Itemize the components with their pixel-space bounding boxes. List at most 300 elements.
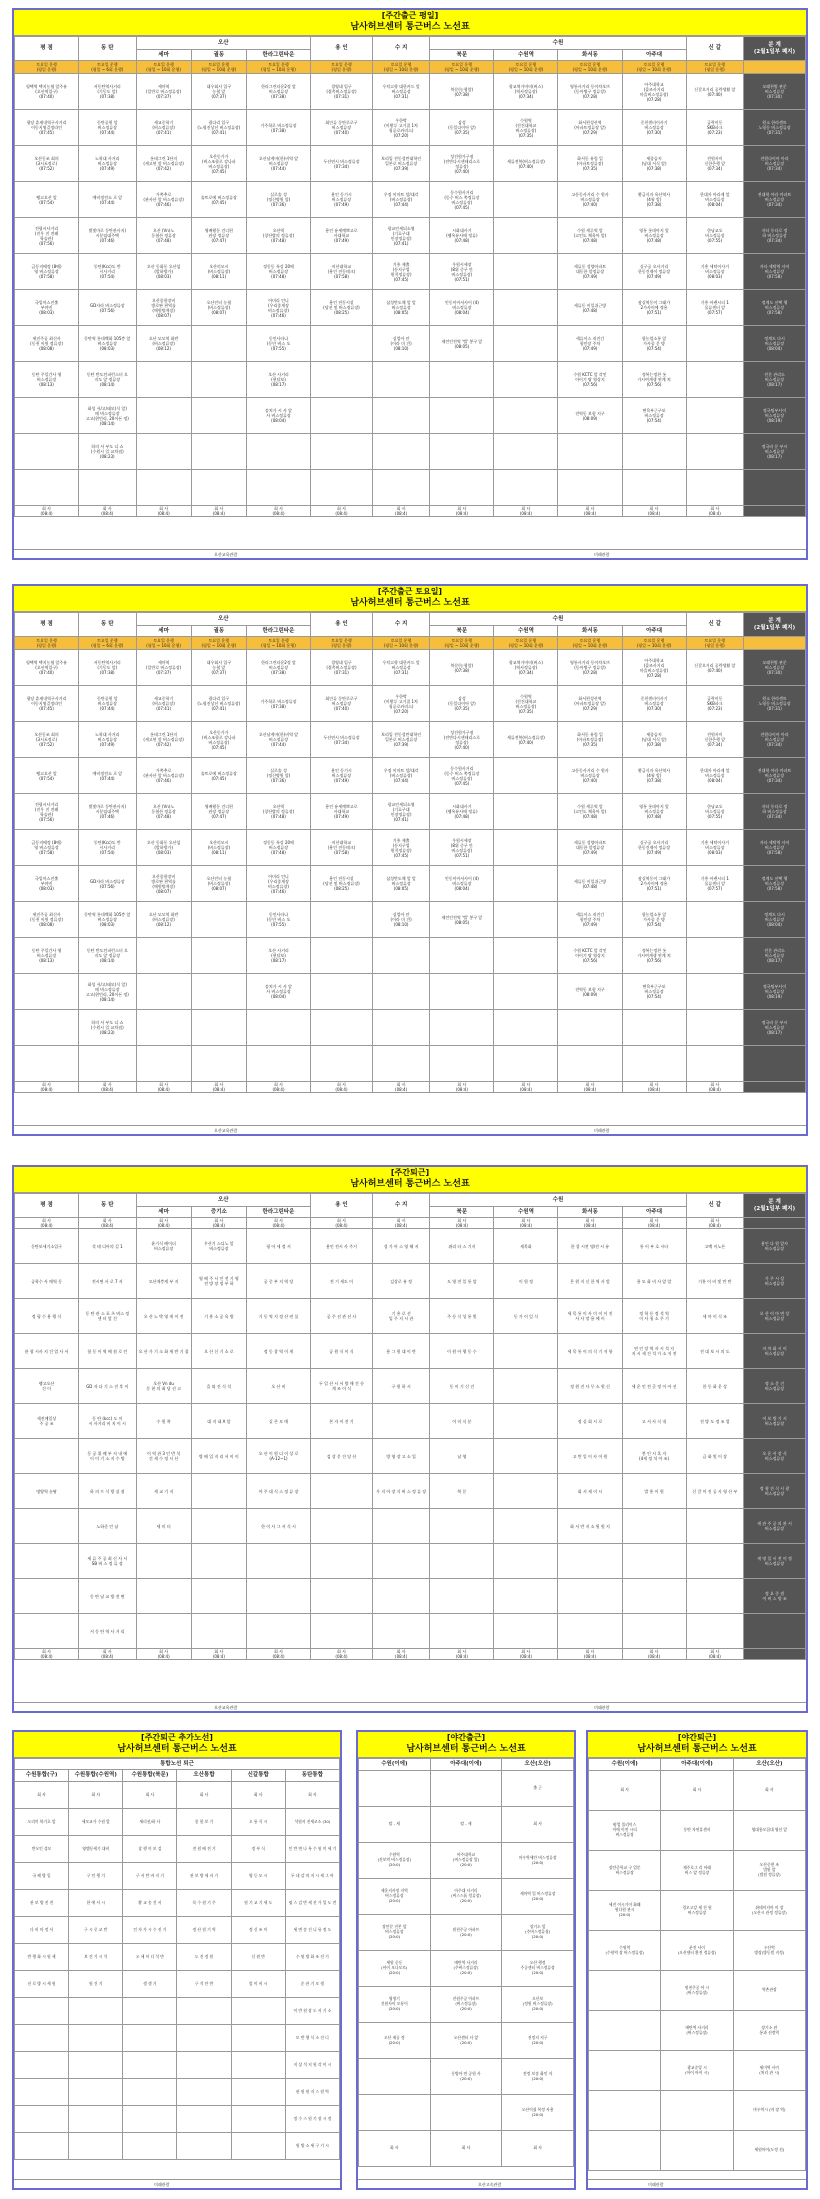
stop-cell: [430, 398, 494, 434]
col-group-suwon: 수원: [430, 37, 686, 50]
stop-cell: 마우역시 (마 장 역): [733, 2091, 805, 2131]
end-empty: [744, 506, 806, 517]
stop-cell: 다 비 마 정 서: [15, 1917, 69, 1944]
stop-cell: 정 요 중 점 이 버 스 방 조: [744, 1579, 806, 1614]
stop-cell: 우치고향 대한카드 앞 버스정류장 (07:31): [372, 74, 429, 110]
stop-cell: 솔트로에 버스정류장 (07:45): [191, 182, 246, 218]
stop-cell: [15, 1010, 79, 1046]
stop-cell: [311, 974, 373, 1010]
stop-cell: [430, 1046, 494, 1082]
stop-cell: 한남교오 버스정류장 (07:55): [686, 794, 743, 830]
stop-cell: 세 류 주 공 최 신 사 시 SB 버 스 정 류 장: [79, 1544, 136, 1579]
stop-cell: [430, 1509, 494, 1544]
end-company: 회 사 (08:4): [494, 1649, 558, 1660]
stop-cell: 하의 서 부도 디 쇼 (수원시 일 교차점) (08:23): [79, 1010, 136, 1046]
footer-left: 오산교육관람: [214, 1705, 238, 1710]
stop-cell: [177, 1998, 231, 2025]
stop-cell: 세류전북(버스정류장) (07:40): [494, 146, 558, 182]
stop-cell: 가 주 시 상 버스정류장: [744, 1264, 806, 1299]
stop-cell: [231, 2079, 285, 2106]
schedule-note: 토요일 운행 (평일 ~ 10회 운행): [494, 61, 558, 74]
end-company: 회 사 (08:4): [15, 1649, 79, 1660]
stop-cell: 오 산 가 기 소 화 세 반 기 잡: [136, 1334, 191, 1369]
stop-cell: 황금식자 육산역사 (4월 앞) (07:38): [622, 758, 686, 794]
col-header: 동 탄: [79, 1194, 136, 1218]
stop-cell: [372, 398, 429, 434]
stop-cell: 북 문: [430, 1474, 494, 1509]
stop-cell: [311, 398, 373, 434]
start-company: 회 사 (08:4): [191, 1218, 246, 1229]
start-company: 회 사 (08:4): [15, 1218, 79, 1229]
stop-cell: 세마역 (일반로 버스정류장) (07:37): [136, 74, 191, 110]
stop-cell: [191, 1544, 246, 1579]
stop-cell: 노하준 인 남: [79, 1509, 136, 1544]
stop-cell: [246, 470, 310, 506]
stop-cell: [15, 1579, 79, 1614]
night-out-title-line1: [야간퇴근]: [677, 1733, 717, 1742]
stop-cell: 회안류 동탄로로구 버스정류장 (07:40): [311, 686, 373, 722]
stop-cell: 화성 서/고/태모(식 앞) 매 버스정류장 고고(현민리, 20이든 정) (08:14): [79, 974, 136, 1010]
stop-cell: 화서동 유림 일 (아파트정류장) (07:35): [558, 722, 622, 758]
stop-cell: 이 역 관 3 인 반 석 건 세 수 정 시 산: [136, 1439, 191, 1474]
stop-cell: 오산 (Vn)노 동협산 정류장 (07:48): [136, 218, 191, 254]
stop-cell: 세종습지 (남대 서식 앞) (07:38): [622, 146, 686, 182]
schedule-note: 토요일 운행 (평일 ~ 10회 운행): [622, 61, 686, 74]
stop-cell: 오 산 이 원 디 이 상 로 (A-12~1): [246, 1439, 310, 1474]
schedule-note: 토요일 운행 (평일 ~ 10회 운행): [558, 61, 622, 74]
end-company: 회 사 (08:4): [246, 506, 310, 517]
stop-cell: [622, 470, 686, 506]
end-company: 회 사 (08:4): [246, 1649, 310, 1660]
stop-cell: 원 기 교 기 세 도: [231, 1890, 285, 1917]
stop-cell: 화성 서/고/태모(식 앞) 매 버스정류장 고고(현민리, 20이든 정) (08:14): [79, 398, 136, 434]
stop-cell: 국입마스진출 부야진 (08:03): [15, 866, 79, 902]
stop-cell: 용인 전동시설 (당선 및 버스정류장) (08:25): [311, 866, 373, 902]
stop-cell: 보리입 전동성반대학인 일본로 버스정류장 (07:39): [372, 722, 429, 758]
stop-cell: 수 원 방 화 조 진 기: [285, 1944, 339, 1971]
stop-cell: 보 건 기 시 석: [69, 1944, 123, 1971]
stop-cell: 세류동 이일쉬근방 (07:48): [558, 290, 622, 326]
stop-cell: 구 석 안 반: [177, 1971, 231, 1998]
stop-cell: 수원역 (진보역 버스정류장) (20:0): [359, 1843, 431, 1879]
stop-cell: [177, 2133, 231, 2160]
stop-cell: 동수원사거리 (동수 버스 쪽정류장 버스정류장) (07:45): [430, 758, 494, 794]
stop-cell: 오산 (Vn)노 동협산 정류장 (07:48): [136, 794, 191, 830]
stop-cell: 전대학 아라 아파트 버스정류장 (07:34): [744, 758, 806, 794]
stop-cell: [430, 1544, 494, 1579]
stop-cell: 세리선/하 사: [123, 1809, 177, 1836]
stop-cell: 장안문 진본 앞 버스정류장 (20:0): [359, 1915, 431, 1951]
stop-cell: [191, 326, 246, 362]
stop-cell: 우산기 스디노 앞 버스정류장: [191, 1229, 246, 1264]
stop-cell: 정계도 다시 버스정류장 (08:04): [744, 326, 806, 362]
stop-cell: [372, 1509, 429, 1544]
stop-cell: 우산역 방장(방동범 지정): [733, 1931, 805, 1971]
stop-cell: [177, 2106, 231, 2133]
end-company: 회 사 (08:4): [558, 1649, 622, 1660]
stop-cell: 세류동 성양아파트 대동한 앞정류장 (07:49): [558, 830, 622, 866]
stop-cell: [430, 974, 494, 1010]
stop-cell: 전문 관리도 버스정류장 (08:17): [744, 938, 806, 974]
stop-cell: 시화대사기 (팽옥유사매 정류) (07:48): [430, 794, 494, 830]
stop-cell: [123, 2025, 177, 2052]
footer-left: 오산교육관람: [214, 552, 238, 557]
stop-cell: 동 탄 남 교 방 전 면: [79, 1579, 136, 1614]
stop-cell: 세진주공 최신사 (동천 이원 정류장) (08:08): [15, 326, 79, 362]
stop-cell: 장기소 관 통과 선정역: [733, 2011, 805, 2051]
stop-cell: [372, 1010, 429, 1046]
schedule-note: 토요일 운행 (평일 ~ 10회 운행): [246, 61, 310, 74]
stop-cell: 오 세 이 디 석 반: [123, 1944, 177, 1971]
stop-cell: 평당 휴제내역구사거리 이동지영걸정라인 (07:45): [15, 686, 79, 722]
stop-cell: 한 동 화 운 상: [686, 1369, 743, 1404]
stop-cell: 잠실역동이 그래가 2가사이에 정용 (07:51): [622, 866, 686, 902]
schedule-note: 토요일 운행 (평일 ~ 10회 운행): [191, 637, 246, 650]
stop-cell: 성진원가구점 (전반다시센테리스로 정류장) (07:40): [430, 722, 494, 758]
stop-cell: [311, 938, 373, 974]
stop-cell: 세미역 사이 (처리 관 시): [733, 2051, 805, 2091]
stop-cell: 매탄역 사거리 (주버스정류장) (20:0): [430, 1951, 502, 1987]
stop-cell: [311, 1509, 373, 1544]
col-subheader: 북문: [430, 1207, 494, 1218]
stop-cell: 정복는정찬 롯 가시여계생 연계 처 (07:56): [622, 362, 686, 398]
stop-cell: 전대학 아라 아파트 버스정류장 (07:34): [744, 182, 806, 218]
stop-cell: [558, 1579, 622, 1614]
stop-cell: [191, 938, 246, 974]
stop-cell: [494, 1474, 558, 1509]
stop-cell: 수원역 (진건대학교 버스정류장) (07:35): [494, 686, 558, 722]
stop-cell: [136, 1544, 191, 1579]
start-company: 회 사 (08:4): [686, 1218, 743, 1229]
stop-cell: 오산 Vn du 동 현 의 최 당 선 고: [136, 1369, 191, 1404]
stop-cell: 영배왕동 건너편 관장 정류장 (07:47): [191, 218, 246, 254]
col-group-osan: 오산: [136, 37, 311, 50]
end-company: 회 사 (08:4): [686, 506, 743, 517]
stop-cell: 세교중학기 (버스정류장) (07:41): [136, 110, 191, 146]
stop-cell: [744, 470, 806, 506]
stop-cell: 자 차 화 시 이 버스정류장: [744, 1334, 806, 1369]
stop-cell: [589, 2131, 661, 2171]
stop-cell: 전원자이 신한은행 앞 (07:34): [686, 722, 743, 758]
stop-cell: 전원다이아 아라 버스정류장 (07:34): [744, 146, 806, 182]
stop-cell: 용인 다 원 앞사 버스정류장: [744, 1229, 806, 1264]
end-company: 회 사 (08:4): [311, 506, 373, 517]
start-company: 회 사 (08:4): [372, 1218, 429, 1229]
stop-cell: 고 반 일 이 사 이 원: [558, 1439, 622, 1474]
stop-cell: 금 화 빛 이 장: [686, 1439, 743, 1474]
stop-cell: 제인인전역 '밸' 봉구 앞 (08:05): [430, 326, 494, 362]
stop-cell: [622, 1010, 686, 1046]
stop-cell: 동 탄 관 스 포 츠 버스 정 센 터 앞 건: [79, 1299, 136, 1334]
stop-cell: 솔트로에 버스정류장 (07:45): [191, 758, 246, 794]
col-header: 동 탄: [79, 37, 136, 61]
schedule-note: 토요일 운행 (평일 ~ 6회 운행): [79, 637, 136, 650]
schedule-note: 토요일 운행 (평일 ~ 10회 운행): [430, 637, 494, 650]
stop-cell: 자타 동타로 정 하 버스정류장 (07:34): [744, 794, 806, 830]
stop-cell: [622, 434, 686, 470]
stop-cell: 오산 모모역 화반 (버스정류장) (08:12): [136, 902, 191, 938]
stop-cell: 정 형 진 식 시 광 버스정류장: [744, 1474, 806, 1509]
stop-cell: 관 보 방 세 자 기: [177, 1863, 231, 1890]
stop-cell: [191, 434, 246, 470]
stop-cell: [69, 2025, 123, 2052]
stop-cell: [311, 470, 373, 506]
leave-table: [14, 1193, 806, 1660]
stop-cell: 역촌관장: [733, 1971, 805, 2011]
stop-cell: [123, 2106, 177, 2133]
stop-cell: 오산이셨 복정 사용 (20:0): [502, 2095, 574, 2131]
stop-cell: GD자라 버스정류장 (07:56): [79, 866, 136, 902]
night-out-table: [588, 1758, 806, 2171]
stop-cell: 아미리 인니 (우리종게장 버스정류장) (07:46): [246, 290, 310, 326]
stop-cell: 영배왕동 건너편 관장 정류장 (07:47): [191, 794, 246, 830]
stop-cell: 광교역가마미(버스) (역사정류장) (07:34): [494, 74, 558, 110]
stop-cell: [558, 1614, 622, 1649]
stop-cell: [494, 1369, 558, 1404]
schedule-note: 토요일 운행 (평일 ~ 10회 운행): [136, 61, 191, 74]
stop-cell: 실업아 안 (이라 미 건) (08:10): [372, 326, 429, 362]
stop-cell: 시화대사기 (팽옥유사매 정류) (07:48): [430, 218, 494, 254]
stop-cell: 원천주공 아파트 (20:0): [430, 1915, 502, 1951]
col-subheader: 세마: [136, 1207, 191, 1218]
footer-right: 미래관람: [594, 1705, 610, 1710]
stop-cell: 수원역 (수원역 장 버스정류장): [589, 1931, 661, 1971]
stop-cell: 우치고향 대한카드 앞 버스정류장 (07:31): [372, 650, 429, 686]
stop-cell: 회 사: [231, 1782, 285, 1809]
stop-cell: 영생기 건원사이 모퉁이 (20:0): [359, 1987, 431, 2023]
stop-cell: [15, 2106, 69, 2133]
leave-title: [14, 1167, 806, 1193]
extra-block: [12, 1730, 342, 2190]
stop-cell: [231, 2025, 285, 2052]
stop-cell: 연 인 장 역 자 시 석 지 지 시 세 건 석 가 소 저 전: [622, 1334, 686, 1369]
stop-cell: 동탄(Kcc)도 반 시사거리 (07:54): [79, 254, 136, 290]
night-out-block: [586, 1730, 808, 2190]
stop-cell: 탈 - 새: [430, 1807, 502, 1843]
stop-cell: [430, 2095, 502, 2131]
col-subheader: 아주대: [622, 50, 686, 61]
stop-cell: 오산동가가 (버스조합로 강나파 버스정류장) (07:45): [191, 146, 246, 182]
stop-cell: [79, 470, 136, 506]
stop-cell: [311, 1579, 373, 1614]
col-header: 분 계 (2월1일부 폐지): [744, 1194, 806, 1218]
stop-cell: 구 서 반 바 지 기: [123, 1863, 177, 1890]
stop-cell: 가주학로 버스정류장 (07:38): [246, 110, 310, 146]
stop-cell: [191, 1046, 246, 1082]
stop-cell: 은 원 지 신 한 역 사 앞: [558, 1264, 622, 1299]
stop-cell: 실로솔 성 (정신병원 앞) (07:36): [246, 758, 310, 794]
stop-cell: 세목화: [494, 1229, 558, 1264]
stop-cell: 세류동 성양아파트 대동한 앞정류장 (07:49): [558, 254, 622, 290]
stop-cell: 전 원 배 전 기: [177, 1836, 231, 1863]
stop-cell: 세마역 (일반로 버스정류장) (07:37): [136, 650, 191, 686]
stop-cell: [494, 1046, 558, 1082]
stop-cell: 궐다리 입구 (노령진상선 버스정류장) (07:41): [191, 110, 246, 146]
stop-cell: [494, 1579, 558, 1614]
stop-cell: 회 사: [661, 1771, 733, 1811]
saturday-table: [14, 612, 806, 1093]
start-company: 회 사 (08:4): [311, 1218, 373, 1229]
stop-cell: 정계도 다시 버스정류장 (08:04): [744, 902, 806, 938]
stop-cell: [311, 1614, 373, 1649]
stop-cell: 경영대 입구 (접촉버스정류장) (07:31): [311, 74, 373, 110]
stop-cell: 매탄역 사거리 (버스정류장): [661, 2011, 733, 2051]
stop-cell: [744, 1046, 806, 1082]
stop-cell: 오산종합장비 방로판 편역를 (매원방게장) (08:07): [136, 866, 191, 902]
group-header: 통합노선 퇴근: [15, 1759, 340, 1770]
stop-cell: 오산 모모역 화반 (버스정류장) (08:12): [136, 326, 191, 362]
stop-cell: 동방아 연 공원 사 (20:0): [430, 2059, 502, 2095]
end-company: 회 사 (08:4): [622, 506, 686, 517]
stop-cell: [494, 326, 558, 362]
stop-cell: [246, 1544, 310, 1579]
stop-cell: 동 탄 (kcc) 도 이 시 사거리 비 지 이 시: [79, 1404, 136, 1439]
stop-cell: [558, 1010, 622, 1046]
extra-title-line1: [주간퇴근 추가노선]: [141, 1733, 213, 1742]
saturday-block: [12, 584, 808, 1136]
stop-cell: [123, 1998, 177, 2025]
stop-cell: 전정 보송 화인 자 (20:0): [502, 2059, 574, 2095]
col-subheader: 아주대: [622, 1207, 686, 1218]
schedule-note: 토요일 운행 (평일 운행): [15, 61, 79, 74]
stop-cell: 전평시사거리 (진우 진 전폐 학습관) (07:56): [15, 794, 79, 830]
stop-cell: 광교역가마미(버스) (역사정류장) (07:34): [494, 650, 558, 686]
col-subheader: 화서동: [558, 50, 622, 61]
stop-cell: [191, 1474, 246, 1509]
stop-cell: 회 사: [123, 1782, 177, 1809]
stop-cell: 오 산 이 마 면 상 버스정류장: [744, 1299, 806, 1334]
stop-cell: 영대통모집대 영선 앞: [733, 1811, 805, 1851]
stop-cell: [191, 1614, 246, 1649]
stop-cell: 영 배 주 시 인 전 기 영 전 방 장 정 부 하: [191, 1264, 246, 1299]
stop-cell: 오리미 북기호 앞: [15, 1809, 69, 1836]
schedule-note: 토요일 운행 (평일 운행): [686, 61, 743, 74]
stop-cell: 이산대학교 (용인 전동테크) (07:58): [311, 830, 373, 866]
stop-cell: [622, 1579, 686, 1614]
stop-cell: 대우회사 입구 농협 앞 (07:37): [191, 650, 246, 686]
stop-cell: 지 상 석 지 원 각 이 시: [285, 2052, 339, 2079]
end-company: 회 사 (08:4): [430, 1649, 494, 1660]
stop-cell: 세 목 통 이 의 식 기 저 항: [558, 1334, 622, 1369]
stop-cell: [191, 398, 246, 434]
stop-cell: 정국팀부사이 버스정류장 (08:19): [744, 398, 806, 434]
stop-cell: 성 가 아 스 영 해 지: [372, 1229, 429, 1264]
stop-cell: 세 면 송 건 니 뮤 정 도: [285, 1917, 339, 1944]
col-header: 수원(이에): [359, 1759, 431, 1771]
stop-cell: [686, 1509, 743, 1544]
stop-cell: [191, 1509, 246, 1544]
stop-cell: [359, 2095, 431, 2131]
stop-cell: [136, 1046, 191, 1082]
schedule-note: 토요일 운행 (평일 ~ 10회 운행): [191, 61, 246, 74]
stop-cell: [15, 470, 79, 506]
stop-cell: 잠실역동이 그래가 2가사이에 정용 (07:51): [622, 290, 686, 326]
end-company: 회 사 (08:4): [136, 506, 191, 517]
stop-cell: 신 원 반: [231, 1944, 285, 1971]
stop-cell: 원소 한라센트 노영동 버스정류장 (07:31): [744, 110, 806, 146]
footer-text: 오산고속관람: [478, 2182, 502, 2187]
stop-cell: [430, 434, 494, 470]
stop-cell: 이 원 정: [494, 1264, 558, 1299]
stop-cell: 대우회사 입구 농협 앞 (07:37): [191, 74, 246, 110]
schedule-note: 토요일 운행 (평일 운행): [686, 637, 743, 650]
stop-cell: 회안류 동탄로로구 버스정류장 (07:40): [311, 110, 373, 146]
stop-cell: [686, 1544, 743, 1579]
stop-cell: 합농업소통 앞 가사종 문 방 (07:54): [622, 902, 686, 938]
start-company: 회 사 (08:4): [79, 1218, 136, 1229]
stop-cell: 동탄역 롯데백화 105층 앞 버스정류장 (08:03): [79, 326, 136, 362]
stop-cell: [494, 254, 558, 290]
stop-cell: [359, 1771, 431, 1807]
end-company: 회 사 (08:4): [430, 506, 494, 517]
stop-cell: 평택역 택지농협 앞주유 (오산역입구) (07:40): [15, 74, 79, 110]
col-header: 수원통합(수원역): [69, 1770, 123, 1782]
stop-cell: [686, 938, 743, 974]
stop-cell: 한라그린타운2정 앞 버스정류장 (07:38): [246, 74, 310, 110]
col-header: 용 인: [311, 613, 373, 637]
stop-cell: 오산미모시 (버스정류장) (08:11): [191, 254, 246, 290]
stop-cell: 동인사타나 (동안 버스 오 (07:55): [246, 902, 310, 938]
stop-cell: 우원시세장 (8위 중구 안 버스정류장) (07:51): [430, 254, 494, 290]
col-header: 수 지: [372, 613, 429, 637]
stop-cell: 회 사: [733, 1771, 805, 1811]
col-header: 신 갈: [686, 37, 743, 61]
stop-cell: 화서동 유림 일 (아파트정류장) (07:35): [558, 146, 622, 182]
leave-block: [12, 1165, 808, 1713]
stop-cell: 자타 세탁역 사이 버스정류장 (07:58): [744, 254, 806, 290]
stop-cell: 정 수 스 원 기 장 시 정: [285, 2106, 339, 2133]
stop-cell: 동탄 반도컨퍼런스터 오 지도 앞 정류장 (08:14): [79, 362, 136, 398]
stop-cell: 영통 롯데아지 앞 버스정류장 (07:48): [622, 794, 686, 830]
stop-cell: 오 산 비: [246, 1369, 310, 1404]
stop-cell: 앞 이 비 시: [231, 1971, 285, 1998]
stop-cell: 동탄 자연휴센서: [661, 1811, 733, 1851]
stop-cell: 전시면 사 로 7 서: [79, 1264, 136, 1299]
stop-cell: [430, 1010, 494, 1046]
stop-cell: 인동이아서사이 (4) 버스정류장 (08:04): [430, 866, 494, 902]
stop-cell: 정계도 선택 행 버스정류장 (07:58): [744, 290, 806, 326]
stop-cell: 평 스 검 반 세 진 가 입 도 전: [285, 1890, 339, 1917]
stop-cell: 오산 제공 정 (20:0): [359, 2023, 431, 2059]
end-company: 회 사 (08:4): [558, 506, 622, 517]
col-header: 수 지: [372, 1194, 429, 1218]
schedule-note: 토요일 운행 (평일 ~ 10회 운행): [372, 61, 429, 74]
stop-cell: 우정 이마트 앞/대각 (버스정류장) (07:44): [372, 182, 429, 218]
end-company: 회 사 (08:4): [79, 1649, 136, 1660]
stop-cell: [494, 866, 558, 902]
col-header: 신 갈: [686, 1194, 743, 1218]
stop-cell: 영통사거리 동아차오뜨 (동아병구 정류장) (07:28): [558, 74, 622, 110]
stop-cell: 세교중학기 (버스정류장) (07:41): [136, 686, 191, 722]
stop-cell: 합농업소통 앞 가사종 문 방 (07:54): [622, 326, 686, 362]
stop-cell: 오산남게마(한)비역 앞 버스정류장 (07:44): [246, 146, 310, 182]
col-header: 수원통합(구): [15, 1770, 69, 1782]
stop-cell: 이 원 아 행 동 수: [430, 1334, 494, 1369]
stop-cell: [686, 1046, 743, 1082]
stop-cell: 동탄 주일간사 영 버스정류장 (08:13): [15, 938, 79, 974]
stop-cell: 석원서 진세코소 (30): [285, 1809, 339, 1836]
stop-cell: [311, 1544, 373, 1579]
stop-cell: 김상로 유 정: [372, 1264, 429, 1299]
stop-cell: 송치가 시 사 앞 사 버스정류장 (08:04): [246, 974, 310, 1010]
stop-cell: [136, 470, 191, 506]
stop-cell: 용인 동기시 버스정류장 (07:49): [311, 758, 373, 794]
stop-cell: 아미리 인니 (우리종게장 버스정류장) (07:46): [246, 866, 310, 902]
stop-cell: 별빛마로 동탄관사지) 시분임대주택 (07:46): [79, 794, 136, 830]
stop-cell: 송치가 시 사 앞 사 버스정류장 (08:04): [246, 398, 310, 434]
stop-cell: 동탄(Kcc)도 반 시사거리 (07:54): [79, 830, 136, 866]
stop-cell: [661, 2091, 733, 2131]
